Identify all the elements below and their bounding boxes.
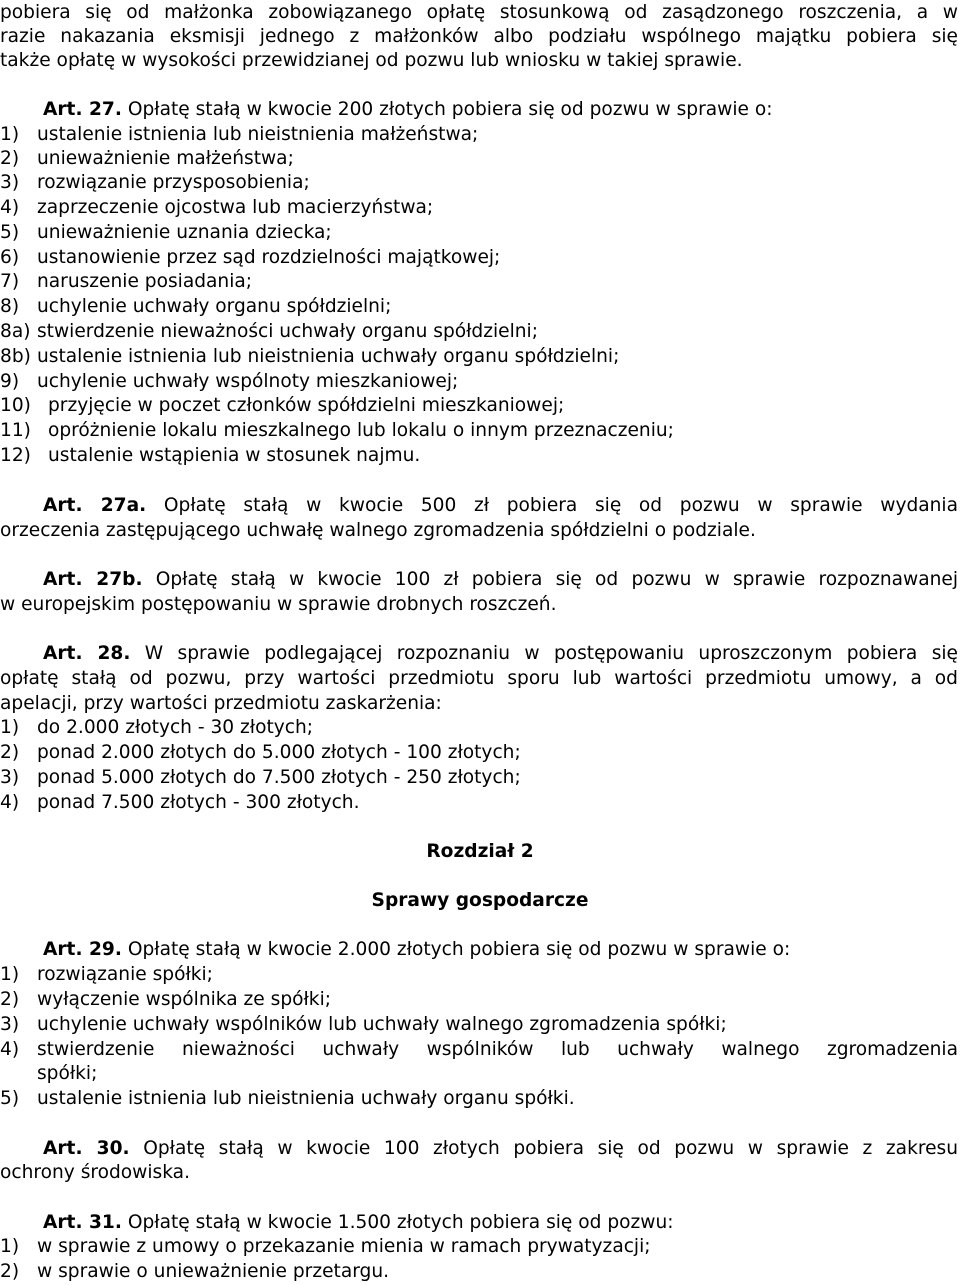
list-item [0,1234,651,1259]
list-item [0,740,521,765]
list-item [0,987,331,1012]
list-item [0,369,458,394]
chapter-number: Rozdział 2 [426,841,534,862]
item-text: ponad 7.500 złotych - 300 złotych. [37,792,360,813]
item-text: naruszenie posiadania; [37,271,253,292]
art27a-text: Opłatę stałą w kwocie 500 zł pobiera się od pozwu w sprawie wydania [146,495,958,516]
list-item [0,1086,575,1111]
list-item [0,122,478,147]
list-item [0,245,500,270]
art29-heading [43,937,790,962]
item-text: uchylenie uchwały wspólników lub uchwały walnego zgromadzenia spółki; [37,1014,727,1035]
item-number: 5) [0,222,20,243]
item-number: 11) [0,420,31,441]
item-number: 5) [0,1088,20,1109]
item-continuation: spółki; [37,1063,98,1084]
art28-text: W sprawie podlegającej rozpoznaniu w postępowaniu uproszczonym pobiera się [130,643,958,664]
art28-line-3: apelacji, przy wartości przedmiotu zaskarżenia: [0,693,442,714]
list-item [0,418,674,443]
art27b-label: Art. 27b. [43,569,143,590]
art30-label: Art. 30. [43,1138,130,1159]
art27-text: Opłatę stałą w kwocie 200 złotych pobiera się od pozwu w sprawie o: [121,99,773,120]
chapter-title: Sprawy gospodarcze [371,890,589,911]
art27a-line-1 [43,493,958,518]
item-number: 1) [0,964,20,985]
item-text: przyjęcie w poczet członków spółdzielni mieszkaniowej; [48,395,565,416]
art28-line-1 [43,641,958,666]
item-number: 3) [0,1014,20,1035]
item-number: 8b) [0,346,31,367]
art31-label: Art. 31. [43,1212,122,1233]
art29-text: Opłatę stałą w kwocie 2.000 złotych pobiera się od pozwu w sprawie o: [121,939,791,960]
item-text: unieważnienie uznania dziecka; [37,222,332,243]
list-item [0,319,538,344]
item-number: 3) [0,767,20,788]
list-item [0,269,252,294]
item-text: uchylenie uchwały wspólnoty mieszkaniowej; [37,371,459,392]
item-number: 2) [0,989,20,1010]
item-number: 2) [0,148,20,169]
item-number: 4) [0,1039,20,1060]
item-text: w sprawie z umowy o przekazanie mienia w ramach prywatyzacji; [37,1236,651,1257]
item-number: 12) [0,445,31,466]
art27b-line-2: w europejskim postępowaniu w sprawie drobnych roszczeń. [0,594,557,615]
art29-label: Art. 29. [43,939,122,960]
item-number: 4) [0,197,20,218]
list-item [0,443,420,468]
item-text: ustanowienie przez sąd rozdzielności majątkowej; [37,247,501,268]
item-text: stwierdzenie nieważności uchwały wspólników lub uchwały walnego zgromadzenia [37,1039,958,1060]
art27-heading [43,97,772,122]
item-number: 2) [0,1261,20,1282]
art31-heading [43,1210,674,1235]
item-text: opróżnienie lokalu mieszkalnego lub lokalu o innym przeznaczeniu; [48,420,674,441]
intro-line-1: pobiera się od małżonka zobowiązanego opłatę stosunkową od zasądzonego roszczenia, a w [0,2,958,23]
list-item [0,146,294,171]
intro-line-2: razie nakazania eksmisji jednego z małżonków albo podziału wspólnego majątku pobiera się [0,26,958,47]
list-item [0,790,360,815]
item-text: stwierdzenie nieważności uchwały organu spółdzielni; [37,321,538,342]
item-text: ustalenie istnienia lub nieistnienia uchwały organu spółki. [37,1088,575,1109]
item-text: ustalenie istnienia lub nieistnienia uchwały organu spółdzielni; [37,346,620,367]
list-item [0,715,313,740]
item-number: 6) [0,247,20,268]
list-item [0,1259,389,1284]
list-item [0,962,213,987]
list-item [0,294,391,319]
item-text: unieważnienie małżeństwa; [37,148,294,169]
list-item [0,170,310,195]
item-number: 1) [0,717,20,738]
item-number: 9) [0,371,20,392]
art30-text: Opłatę stałą w kwocie 100 złotych pobiera się od pozwu w sprawie z zakresu [129,1138,958,1159]
list-item [0,344,619,369]
list-item [0,195,433,220]
item-number: 1) [0,124,20,145]
art27b-text: Opłatę stałą w kwocie 100 zł pobiera się od pozwu w sprawie rozpoznawanej [142,569,958,590]
item-text: ustalenie wstąpienia w stosunek najmu. [48,445,421,466]
item-number: 4) [0,792,20,813]
art31-text: Opłatę stałą w kwocie 1.500 złotych pobiera się od pozwu: [121,1212,674,1233]
item-text: zaprzeczenie ojcostwa lub macierzyństwa; [37,197,434,218]
art27-label: Art. 27. [43,99,122,120]
list-item [0,1037,958,1062]
item-text: do 2.000 złotych - 30 złotych; [37,717,314,738]
item-text: rozwiązanie przysposobienia; [37,172,310,193]
art27b-line-1 [43,567,958,592]
art27a-label: Art. 27a. [43,495,147,516]
item-text: ponad 2.000 złotych do 5.000 złotych - 100 złotych; [37,742,521,763]
art28-line-2: opłatę stałą od pozwu, przy wartości przedmiotu sporu lub wartości przedmiotu umowy, a od [0,668,958,689]
intro-line-3: także opłatę w wysokości przewidzianej od pozwu lub wniosku w takiej sprawie. [0,50,743,71]
item-number: 10) [0,395,31,416]
art27a-line-2: orzeczenia zastępującego uchwałę walnego zgromadzenia spółdzielni o podziale. [0,520,756,541]
item-text: w sprawie o unieważnienie przetargu. [37,1261,390,1282]
item-text: wyłączenie wspólnika ze spółki; [37,989,332,1010]
item-text: ponad 5.000 złotych do 7.500 złotych - 250 złotych; [37,767,521,788]
item-text: rozwiązanie spółki; [37,964,213,985]
item-number: 8) [0,296,20,317]
list-item [0,220,332,245]
list-item [0,765,521,790]
item-number: 8a) [0,321,31,342]
item-number: 3) [0,172,20,193]
art28-label: Art. 28. [43,643,131,664]
item-text: uchylenie uchwały organu spółdzielni; [37,296,392,317]
item-text: ustalenie istnienia lub nieistnienia małżeństwa; [37,124,479,145]
art30-line-2: ochrony środowiska. [0,1162,190,1183]
list-item [0,1012,727,1037]
art30-line-1 [43,1136,958,1161]
item-number: 1) [0,1236,20,1257]
list-item [0,393,564,418]
item-number: 2) [0,742,20,763]
item-number: 7) [0,271,20,292]
